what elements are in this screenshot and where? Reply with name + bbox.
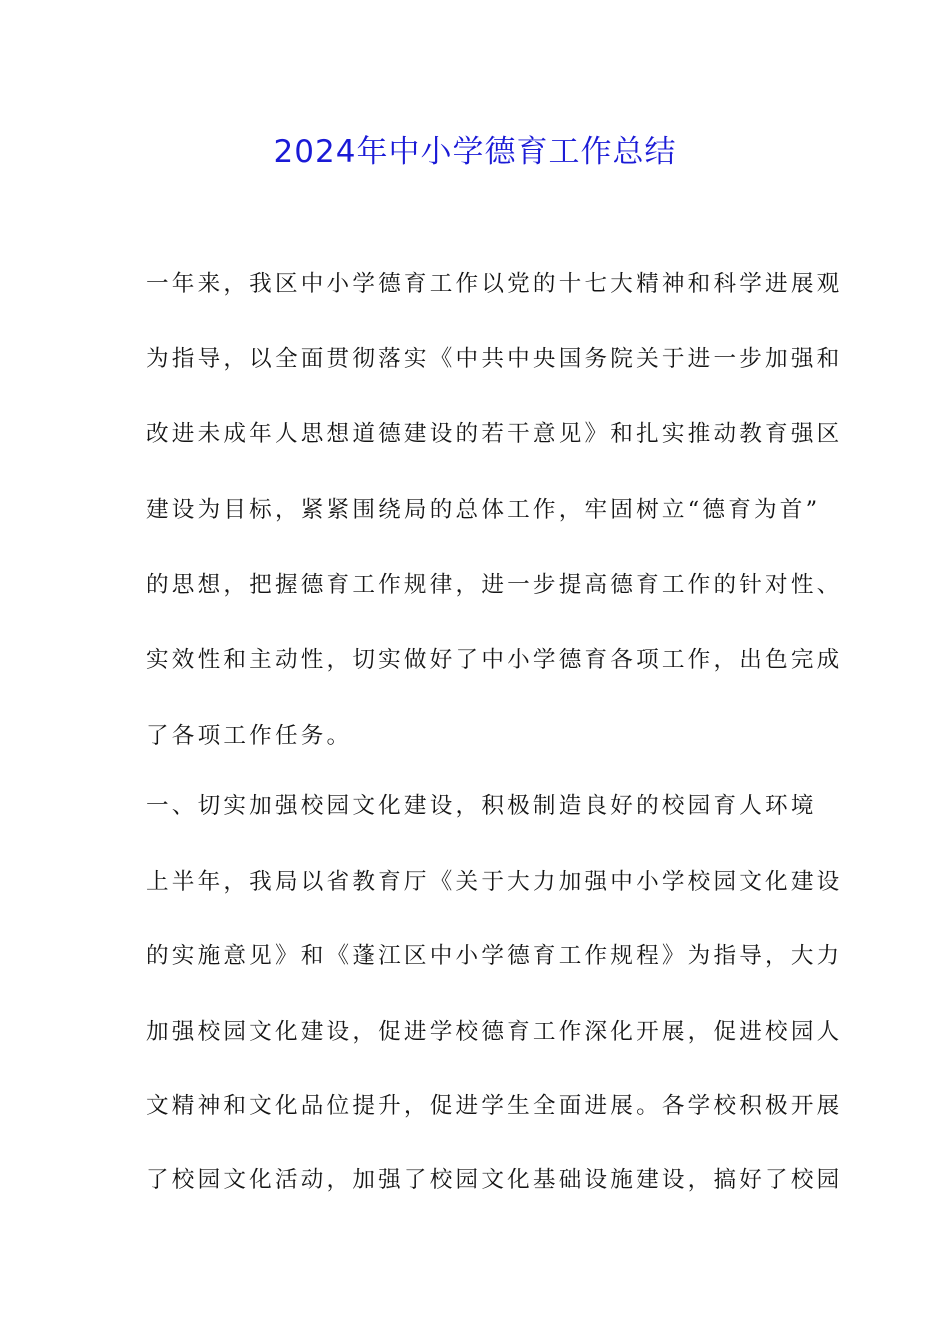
body-line: 实效性和主动性，切实做好了中小学德育各项工作，出色完成 [146, 647, 843, 673]
body-line: 的实施意见》和《蓬江区中小学德育工作规程》为指导，大力 [146, 943, 843, 969]
body-line: 上半年，我局以省教育厅《关于大力加强中小学校园文化建设 [146, 869, 843, 895]
body-line: 加强校园文化建设，促进学校德育工作深化开展，促进校园人 [146, 1019, 843, 1045]
body-line: 了校园文化活动，加强了校园文化基础设施建设，搞好了校园 [146, 1167, 843, 1193]
body-line: 为指导，以全面贯彻落实《中共中央国务院关于进一步加强和 [146, 346, 843, 372]
body-line: 的思想，把握德育工作规律，进一步提高德育工作的针对性、 [146, 572, 843, 598]
section-heading: 一、切实加强校园文化建设，积极制造良好的校园育人环境 [146, 793, 817, 819]
body-line: 一年来，我区中小学德育工作以党的十七大精神和科学进展观 [146, 271, 843, 297]
body-line: 改进未成年人思想道德建设的若干意见》和扎实推动教育强区 [146, 421, 843, 447]
document-title: 2024年中小学德育工作总结 [273, 134, 677, 170]
body-line: 建设为目标，紧紧围绕局的总体工作，牢固树立“德育为首” [146, 497, 821, 523]
body-line: 文精神和文化品位提升，促进学生全面进展。各学校积极开展 [146, 1093, 843, 1119]
body-line: 了各项工作任务。 [146, 723, 353, 749]
